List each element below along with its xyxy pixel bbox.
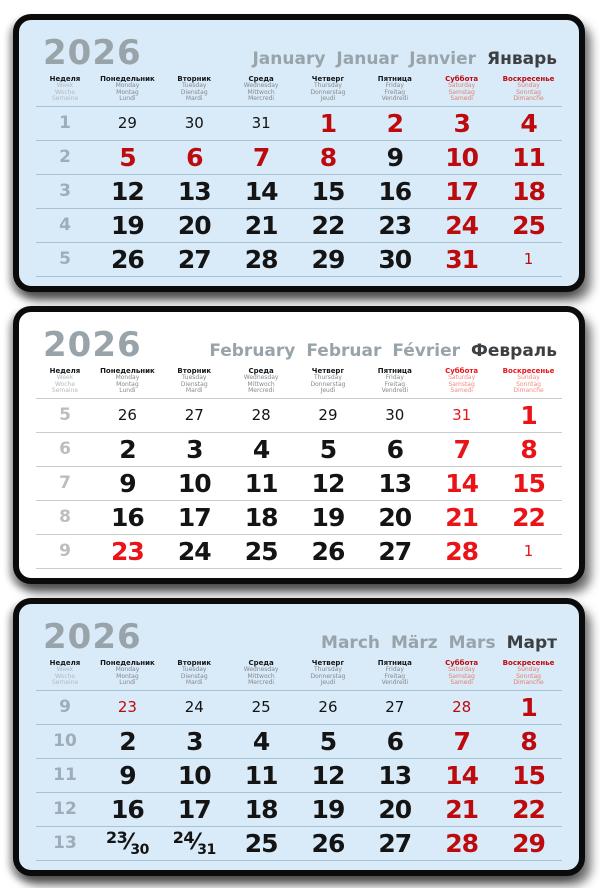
year-label: 2026: [43, 617, 142, 657]
week-number: 13: [53, 833, 77, 853]
day-label-fr: Mercredi: [248, 387, 275, 394]
year-label: 2026: [43, 33, 142, 73]
day-label-fr: Samedi: [450, 679, 473, 686]
date-cell: 8: [520, 726, 537, 756]
day-label-de: Mittwoch: [247, 672, 275, 680]
date-cell: 29: [318, 406, 338, 424]
day-header-tuesday: [161, 73, 228, 106]
day-label-de: Montag: [116, 380, 139, 388]
week-label-en: Week: [56, 374, 74, 381]
date-cell: 7: [453, 726, 470, 756]
day-header-tuesday: [161, 657, 228, 690]
date-cell: 12: [311, 468, 345, 498]
day-label-de: Dienstag: [180, 88, 208, 96]
week-label-de: Woche: [54, 672, 76, 680]
week-row: [36, 140, 562, 174]
date-cell: 7: [453, 434, 470, 464]
date-cell: 22: [311, 210, 345, 240]
day-header-sunday: [495, 657, 562, 690]
date-cell: 14: [244, 176, 278, 206]
date-cell: 9: [119, 760, 136, 790]
day-label-ru: Пятница: [377, 75, 412, 83]
date-cell: 25: [244, 536, 278, 566]
grid-body: [36, 398, 562, 568]
date-cell: 28: [251, 406, 271, 424]
date-cell: 2: [386, 108, 403, 138]
day-label-ru: Понедельник: [100, 659, 155, 667]
date-cell: 1: [523, 250, 534, 268]
day-label-fr: Jeudi: [320, 679, 336, 686]
week-number: 7: [59, 473, 71, 493]
week-row: [36, 690, 562, 724]
date-cell: 3: [453, 108, 470, 138]
date-cell: 5: [319, 726, 337, 756]
day-label-fr: Mardi: [185, 679, 203, 686]
week-row: [36, 466, 562, 500]
date-cell: 13: [378, 468, 412, 498]
date-cell: 29: [512, 828, 545, 858]
date-cell: 6: [386, 726, 403, 756]
day-label-fr: Vendredi: [381, 679, 409, 686]
date-cell: 3: [186, 726, 203, 756]
week-number: 6: [59, 439, 71, 459]
date-cell: 22: [512, 502, 545, 532]
split-slash: ⁄: [127, 830, 131, 855]
week-label-de: Woche: [54, 88, 76, 96]
day-label-de: Donnerstag: [310, 672, 346, 680]
day-label-ru: Вторник: [177, 659, 212, 667]
day-label-en: Tuesday: [182, 82, 207, 89]
day-label-fr: Dimanche: [513, 95, 544, 102]
week-number: 12: [53, 799, 77, 819]
week-number: 4: [59, 215, 71, 235]
week-row: [36, 432, 562, 466]
week-number: 5: [59, 249, 71, 269]
date-cell: 11: [512, 142, 545, 172]
date-cell: 23: [117, 698, 137, 716]
day-label-ru: Среда: [248, 75, 274, 83]
date-cell: 25: [512, 210, 545, 240]
month-name-en: March: [321, 633, 380, 653]
month-name-ru: Март: [506, 633, 557, 653]
day-label-de: Samstag: [448, 88, 475, 96]
day-header-friday: [361, 73, 428, 106]
date-cell: 30: [385, 406, 405, 424]
day-header-tuesday: [161, 365, 228, 398]
date-cell: 20: [378, 794, 412, 824]
date-cell: 16: [378, 176, 412, 206]
week-row: [36, 174, 562, 208]
date-cell: 11: [244, 468, 278, 498]
date-cell: 4: [252, 726, 270, 756]
day-label-en: Friday: [385, 374, 404, 381]
date-cell: 23: [378, 210, 412, 240]
day-label-fr: Jeudi: [320, 95, 336, 102]
day-label-fr: Vendredi: [381, 95, 409, 102]
day-label-fr: Mercredi: [248, 679, 275, 686]
date-cell: 5: [319, 434, 337, 464]
day-label-ru: Понедельник: [100, 75, 155, 83]
week-row: [36, 758, 562, 792]
day-label-de: Sonntag: [516, 672, 541, 680]
day-label-en: Sunday: [517, 374, 540, 381]
week-column-header: [36, 657, 94, 690]
date-cell: 21: [445, 502, 479, 532]
day-label-ru: Четверг: [311, 659, 345, 667]
day-label-en: Saturday: [448, 82, 476, 89]
day-label-fr: Mercredi: [248, 95, 275, 102]
date-cell: 27: [378, 828, 412, 858]
day-header-row: [36, 657, 562, 690]
date-cell: 20: [177, 210, 211, 240]
split-lower-date: 30: [130, 842, 149, 858]
month-name-fr: Janvier: [409, 49, 477, 69]
date-cell: 10: [177, 760, 211, 790]
date-cell: 28: [452, 698, 472, 716]
day-label-fr: Lundi: [119, 95, 136, 102]
day-label-fr: Vendredi: [381, 387, 409, 394]
date-cell: 16: [111, 794, 144, 824]
day-header-monday: [94, 365, 161, 398]
day-label-ru: Суббота: [445, 367, 479, 375]
date-cell: 16: [111, 502, 144, 532]
day-label-ru: Четверг: [311, 75, 345, 83]
day-header-row: [36, 73, 562, 106]
date-cell: 24: [184, 698, 204, 716]
date-cell: 1: [520, 692, 537, 722]
day-label-de: Freitag: [384, 88, 406, 96]
day-label-en: Thursday: [314, 374, 342, 381]
week-row: [36, 106, 562, 140]
calendar-grid-february: [36, 365, 562, 569]
date-cell: 17: [177, 502, 211, 532]
week-number: 9: [59, 697, 71, 717]
day-label-de: Dienstag: [180, 672, 208, 680]
date-cell: 28: [445, 828, 479, 858]
day-label-de: Donnerstag: [310, 380, 346, 388]
day-label-de: Dienstag: [180, 380, 208, 388]
day-label-de: Montag: [116, 672, 139, 680]
day-header-friday: [361, 657, 428, 690]
week-row: [36, 500, 562, 534]
date-cell: 29: [311, 244, 345, 274]
day-header-saturday: [428, 73, 495, 106]
month-names: [209, 341, 557, 361]
week-label-ru: Неделя: [49, 659, 81, 667]
grid-head: [36, 73, 562, 106]
date-cell: 14: [445, 760, 479, 790]
day-header-sunday: [495, 365, 562, 398]
week-number: 11: [53, 765, 77, 785]
day-label-fr: Mardi: [185, 95, 203, 102]
week-row: [36, 398, 562, 432]
date-cell: 15: [311, 176, 345, 206]
date-cell: 22: [512, 794, 545, 824]
date-cell: 12: [311, 760, 345, 790]
date-cell: 27: [378, 536, 412, 566]
date-cell: 30: [184, 114, 204, 132]
day-label-en: Tuesday: [182, 666, 207, 673]
week-number: 3: [59, 181, 71, 201]
month-name-en: February: [209, 341, 296, 361]
day-label-fr: Lundi: [119, 679, 136, 686]
week-number: 1: [59, 113, 71, 133]
day-label-de: Samstag: [448, 672, 475, 680]
calendar-grid-january: [36, 73, 562, 277]
week-row: [36, 534, 562, 568]
date-cell: 31: [445, 244, 479, 274]
date-cell: 29: [117, 114, 137, 132]
day-header-wednesday: [228, 657, 295, 690]
day-label-de: Mittwoch: [247, 380, 275, 388]
day-label-fr: Mardi: [185, 387, 203, 394]
grid-body: [36, 106, 562, 276]
day-label-en: Friday: [385, 666, 404, 673]
day-label-fr: Dimanche: [513, 679, 544, 686]
date-cell: 24: [445, 210, 479, 240]
day-header-thursday: [295, 73, 362, 106]
date-cell: 17: [177, 794, 211, 824]
day-label-ru: Суббота: [445, 75, 479, 83]
week-row: [36, 242, 562, 276]
day-label-en: Thursday: [314, 82, 342, 89]
date-cell: 27: [385, 698, 405, 716]
split-upper-date: 23: [105, 828, 128, 847]
week-row: [36, 792, 562, 826]
split-lower-date: 31: [197, 842, 216, 858]
day-header-row: [36, 365, 562, 398]
date-cell: 26: [111, 244, 144, 274]
week-label-ru: Неделя: [49, 367, 81, 375]
date-cell: 9: [119, 468, 136, 498]
day-label-en: Friday: [385, 82, 404, 89]
date-cell: 15: [512, 760, 545, 790]
date-cell: 17: [445, 176, 479, 206]
date-cell: 5: [119, 142, 136, 172]
day-label-ru: Понедельник: [100, 367, 155, 375]
date-cell: 26: [318, 698, 338, 716]
date-cell: 6: [386, 434, 403, 464]
day-label-de: Freitag: [384, 672, 406, 680]
date-cell: 11: [244, 760, 278, 790]
day-label-ru: Воскресенье: [502, 75, 555, 83]
day-header-sunday: [495, 73, 562, 106]
panel-header: [43, 326, 557, 364]
day-label-de: Donnerstag: [310, 88, 346, 96]
date-cell: 23: [111, 536, 144, 566]
date-cell: 19: [311, 502, 345, 532]
day-header-thursday: [295, 657, 362, 690]
day-label-en: Sunday: [517, 82, 540, 89]
date-cell: 6: [186, 142, 203, 172]
date-cell: 31: [452, 406, 472, 424]
date-cell: 25: [251, 698, 271, 716]
grid-head: [36, 365, 562, 398]
day-label-fr: Lundi: [119, 387, 136, 394]
day-label-de: Freitag: [384, 380, 406, 388]
date-cell: 21: [445, 794, 479, 824]
day-header-saturday: [428, 365, 495, 398]
day-label-en: Wednesday: [243, 666, 279, 673]
month-name-de: Februar: [306, 341, 382, 361]
split-date: [105, 828, 149, 858]
date-cell: 18: [244, 502, 278, 532]
year-label: 2026: [43, 325, 142, 365]
calendar-panel-february: [13, 306, 585, 584]
date-cell: 14: [445, 468, 479, 498]
week-label-en: Week: [56, 666, 74, 673]
day-label-de: Mittwoch: [247, 88, 275, 96]
day-label-de: Sonntag: [516, 88, 541, 96]
month-names: [252, 49, 557, 69]
day-header-wednesday: [228, 73, 295, 106]
date-cell: 18: [244, 794, 278, 824]
month-name-ru: Январь: [487, 49, 557, 69]
date-cell: 18: [512, 176, 545, 206]
week-row: [36, 724, 562, 758]
date-cell: 10: [445, 142, 479, 172]
day-header-friday: [361, 365, 428, 398]
date-cell: 8: [319, 142, 337, 172]
day-label-en: Thursday: [314, 666, 342, 673]
month-names: [321, 633, 557, 653]
panel-header: [43, 34, 557, 72]
day-header-thursday: [295, 365, 362, 398]
grid-head: [36, 657, 562, 690]
week-number: 9: [59, 541, 71, 561]
date-cell: 13: [378, 760, 412, 790]
week-label-de: Woche: [54, 380, 76, 388]
day-label-fr: Jeudi: [320, 387, 336, 394]
date-cell: 13: [177, 176, 211, 206]
date-cell: 20: [378, 502, 412, 532]
date-cell: 25: [244, 828, 278, 858]
day-header-saturday: [428, 657, 495, 690]
day-label-en: Tuesday: [182, 374, 207, 381]
day-label-ru: Суббота: [445, 659, 479, 667]
month-name-fr: Mars: [448, 633, 496, 653]
day-label-ru: Вторник: [177, 75, 212, 83]
day-label-de: Samstag: [448, 380, 475, 388]
day-label-fr: Dimanche: [513, 387, 544, 394]
grid-body: [36, 690, 562, 860]
date-cell: 1: [319, 108, 337, 138]
calendar-panel-march: [13, 598, 585, 876]
date-cell: 15: [512, 468, 545, 498]
date-cell: 30: [378, 244, 412, 274]
date-cell: 19: [311, 794, 345, 824]
date-cell: 1: [523, 542, 534, 560]
date-cell: 26: [311, 536, 345, 566]
day-label-ru: Воскресенье: [502, 659, 555, 667]
week-number: 8: [59, 507, 71, 527]
week-number: 5: [59, 405, 71, 425]
week-column-header: [36, 73, 94, 106]
date-cell: 2: [119, 726, 136, 756]
day-header-monday: [94, 73, 161, 106]
day-label-ru: Среда: [248, 367, 274, 375]
week-label-fr: Semaine: [51, 679, 79, 686]
week-row: [36, 208, 562, 242]
date-cell: 27: [184, 406, 204, 424]
date-cell: 24: [177, 536, 211, 566]
date-cell: 4: [252, 434, 270, 464]
day-label-ru: Воскресенье: [502, 367, 555, 375]
split-date: [172, 828, 216, 858]
date-cell: 26: [311, 828, 345, 858]
day-label-de: Sonntag: [516, 380, 541, 388]
date-cell: 8: [520, 434, 537, 464]
date-cell: 28: [445, 536, 479, 566]
date-cell: 7: [252, 142, 270, 172]
date-cell: 26: [117, 406, 137, 424]
date-cell: 27: [177, 244, 211, 274]
day-label-de: Montag: [116, 88, 139, 96]
month-name-de: März: [391, 633, 438, 653]
day-label-fr: Samedi: [450, 387, 473, 394]
month-name-ru: Февраль: [471, 341, 557, 361]
day-label-en: Monday: [115, 374, 140, 381]
date-cell: 10: [177, 468, 211, 498]
date-cell: 4: [520, 108, 537, 138]
week-label-fr: Semaine: [51, 95, 79, 102]
date-cell: [161, 826, 228, 860]
date-cell: [94, 826, 161, 860]
calendar-grid-march: [36, 657, 562, 861]
date-cell: 31: [251, 114, 271, 132]
date-cell: 28: [244, 244, 278, 274]
day-label-en: Monday: [115, 82, 140, 89]
date-cell: 1: [520, 400, 537, 430]
month-name-en: January: [252, 49, 326, 69]
day-header-monday: [94, 657, 161, 690]
month-name-fr: Février: [392, 341, 460, 361]
panel-header: [43, 618, 557, 656]
week-number: 2: [59, 147, 71, 167]
week-label-fr: Semaine: [51, 387, 79, 394]
day-label-ru: Среда: [248, 659, 274, 667]
week-label-ru: Неделя: [49, 75, 81, 83]
day-label-fr: Samedi: [450, 95, 473, 102]
day-label-en: Monday: [115, 666, 140, 673]
split-upper-date: 24: [172, 828, 195, 847]
day-label-en: Wednesday: [243, 374, 279, 381]
week-column-header: [36, 365, 94, 398]
date-cell: 12: [111, 176, 144, 206]
day-label-en: Saturday: [448, 666, 476, 673]
date-cell: 3: [186, 434, 203, 464]
split-slash: ⁄: [194, 830, 198, 855]
week-number: 10: [53, 731, 77, 751]
calendar-panel-january: [13, 14, 585, 292]
month-name-de: Januar: [336, 49, 399, 69]
day-label-ru: Пятница: [377, 659, 412, 667]
week-label-en: Week: [56, 82, 74, 89]
day-label-ru: Вторник: [177, 367, 212, 375]
day-label-en: Saturday: [448, 374, 476, 381]
date-cell: 2: [119, 434, 136, 464]
date-cell: 9: [386, 142, 403, 172]
day-label-en: Wednesday: [243, 82, 279, 89]
week-row: [36, 826, 562, 860]
day-label-ru: Пятница: [377, 367, 412, 375]
day-label-ru: Четверг: [311, 367, 345, 375]
day-label-en: Sunday: [517, 666, 540, 673]
date-cell: 21: [244, 210, 278, 240]
day-header-wednesday: [228, 365, 295, 398]
date-cell: 19: [111, 210, 144, 240]
